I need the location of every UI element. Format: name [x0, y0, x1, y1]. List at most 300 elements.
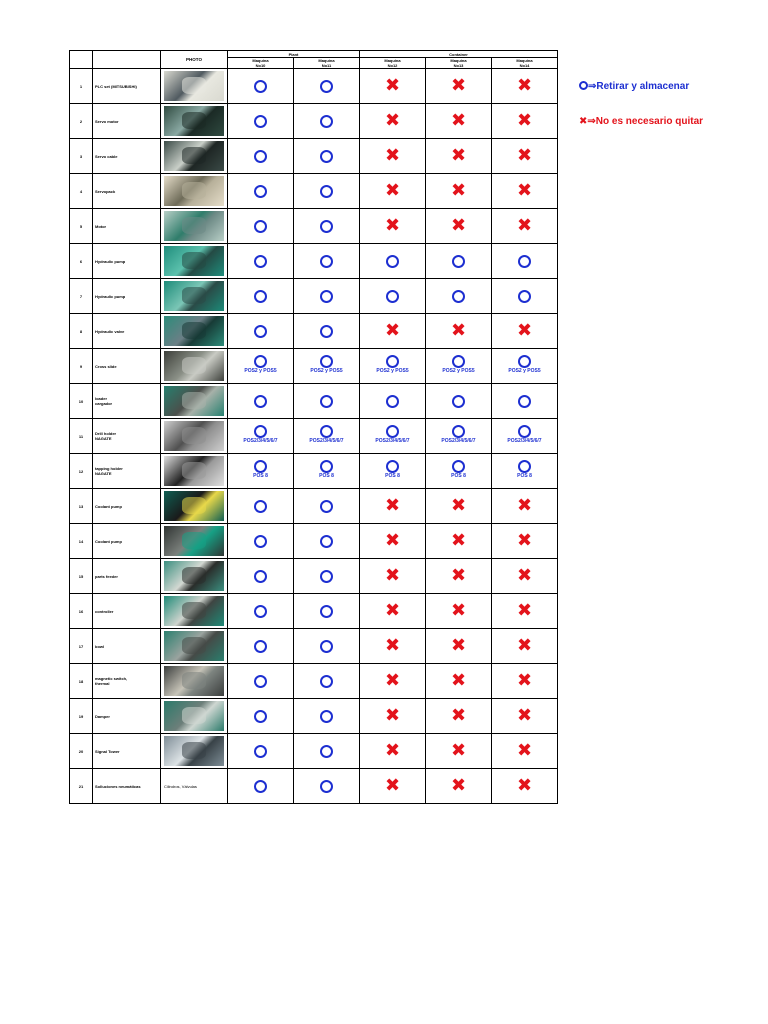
status-cell — [426, 699, 492, 734]
circle-icon — [452, 460, 465, 473]
status-cell — [360, 174, 426, 209]
status-cell — [426, 174, 492, 209]
cross-icon: ✖ — [516, 145, 533, 166]
row-part-name: Hydraulic pump — [93, 279, 161, 314]
status-cell — [228, 139, 294, 174]
row-part-name: Motor — [93, 209, 161, 244]
circle-icon — [320, 395, 333, 408]
photo-detail — [182, 182, 206, 199]
photo-detail — [182, 637, 206, 654]
status-cell — [492, 454, 558, 489]
row-photo-cell — [161, 489, 228, 524]
circle-icon — [320, 675, 333, 688]
row-photo-cell — [161, 734, 228, 769]
table-row — [70, 314, 558, 349]
cross-icon: ✖ — [516, 775, 533, 796]
table-row — [70, 139, 558, 174]
status-cell — [492, 524, 558, 559]
photo-detail — [182, 672, 206, 689]
row-number: 12 — [70, 454, 93, 489]
header-group-container: Container — [360, 51, 558, 58]
status-cell — [426, 69, 492, 104]
legend-keep — [579, 81, 689, 92]
position-note: POS 8 — [319, 473, 334, 479]
circle-icon — [518, 355, 531, 368]
status-cell — [294, 699, 360, 734]
photo-detail — [182, 252, 206, 269]
cross-icon: ✖ — [384, 75, 401, 96]
table-row — [70, 104, 558, 139]
row-photo-cell — [161, 279, 228, 314]
circle-icon — [254, 710, 267, 723]
cross-icon: ✖ — [516, 75, 533, 96]
table-row — [70, 69, 558, 104]
part-photo — [164, 211, 224, 241]
header-machine-2: Maquina No12 — [360, 58, 426, 69]
row-part-name: parts feeder — [93, 559, 161, 594]
circle-icon — [386, 425, 399, 438]
part-photo — [164, 456, 224, 486]
row-photo-cell — [161, 699, 228, 734]
circle-icon — [254, 605, 267, 618]
status-cell — [492, 174, 558, 209]
status-cell — [360, 139, 426, 174]
cross-icon: ✖ — [384, 635, 401, 656]
cross-icon: ✖ — [450, 740, 467, 761]
header-machine-1: Maquina No11 — [294, 58, 360, 69]
status-cell — [228, 734, 294, 769]
row-part-name: Coolant pump — [93, 489, 161, 524]
cross-icon: ✖ — [450, 320, 467, 341]
circle-icon — [254, 745, 267, 758]
table-row — [70, 594, 558, 629]
row-number: 14 — [70, 524, 93, 559]
status-cell — [492, 69, 558, 104]
status-cell — [492, 349, 558, 384]
photo-detail — [182, 357, 206, 374]
row-part-name: Drill holder NAGATE — [93, 419, 161, 454]
photo-detail — [182, 392, 206, 409]
part-photo — [164, 526, 224, 556]
status-cell — [228, 279, 294, 314]
status-cell — [426, 139, 492, 174]
circle-icon — [579, 81, 588, 90]
circle-icon — [254, 355, 267, 368]
position-note: POS2/3/4/5/6/7 — [309, 438, 344, 444]
status-cell — [360, 734, 426, 769]
status-cell — [492, 559, 558, 594]
circle-icon — [254, 780, 267, 793]
row-number: 15 — [70, 559, 93, 594]
cross-icon: ✖ — [516, 565, 533, 586]
status-cell — [426, 244, 492, 279]
circle-icon — [320, 710, 333, 723]
circle-icon — [254, 640, 267, 653]
row-number: 4 — [70, 174, 93, 209]
cross-icon: ✖ — [384, 180, 401, 201]
header-machine-4: Maquina No14 — [492, 58, 558, 69]
row-photo-cell — [161, 454, 228, 489]
status-cell — [492, 734, 558, 769]
cross-icon: ✖ — [384, 740, 401, 761]
row-number: 21 — [70, 769, 93, 804]
circle-icon — [254, 185, 267, 198]
photo-detail — [182, 322, 206, 339]
part-photo — [164, 176, 224, 206]
status-cell — [360, 769, 426, 804]
status-cell — [492, 419, 558, 454]
table-row — [70, 489, 558, 524]
circle-icon — [320, 460, 333, 473]
table-row — [70, 629, 558, 664]
cross-icon: ✖ — [579, 116, 588, 127]
status-cell — [426, 664, 492, 699]
cross-icon: ✖ — [516, 530, 533, 551]
position-note: POS2 y POS5 — [310, 368, 343, 374]
photo-detail — [182, 427, 206, 444]
status-cell — [294, 524, 360, 559]
row-part-name: loader cargador — [93, 384, 161, 419]
status-cell — [228, 419, 294, 454]
circle-icon — [518, 425, 531, 438]
cross-icon: ✖ — [450, 215, 467, 236]
circle-icon — [254, 395, 267, 408]
circle-icon — [254, 150, 267, 163]
cross-icon: ✖ — [516, 635, 533, 656]
photo-detail — [182, 532, 206, 549]
status-cell — [360, 629, 426, 664]
status-cell — [360, 594, 426, 629]
status-cell — [294, 244, 360, 279]
status-cell — [492, 314, 558, 349]
status-cell — [492, 664, 558, 699]
status-cell — [426, 734, 492, 769]
row-part-name: Damper — [93, 699, 161, 734]
circle-icon — [320, 355, 333, 368]
circle-icon — [518, 290, 531, 303]
row-photo-cell — [161, 314, 228, 349]
status-cell — [228, 489, 294, 524]
position-note: POS2 y POS5 — [508, 368, 541, 374]
table-row — [70, 384, 558, 419]
circle-icon — [320, 185, 333, 198]
position-note: POS 8 — [385, 473, 400, 479]
status-cell — [228, 664, 294, 699]
part-photo-text: Cilindros, Válvulas — [164, 783, 197, 789]
position-note: POS 8 — [451, 473, 466, 479]
row-photo-cell — [161, 384, 228, 419]
table-row — [70, 349, 558, 384]
header-photo: PHOTO — [161, 51, 228, 69]
status-cell — [294, 489, 360, 524]
row-part-name: bowl — [93, 629, 161, 664]
status-cell — [360, 454, 426, 489]
row-number: 20 — [70, 734, 93, 769]
legend-keep-text: ⇒Retirar y almacenar — [588, 81, 690, 92]
status-cell — [492, 244, 558, 279]
row-number: 19 — [70, 699, 93, 734]
circle-icon — [320, 745, 333, 758]
circle-icon — [452, 425, 465, 438]
photo-detail — [182, 567, 206, 584]
circle-icon — [320, 780, 333, 793]
circle-icon — [254, 325, 267, 338]
circle-icon — [254, 220, 267, 233]
status-cell — [360, 384, 426, 419]
parts-table — [69, 50, 558, 804]
cross-icon: ✖ — [450, 495, 467, 516]
status-cell — [228, 244, 294, 279]
table-row — [70, 524, 558, 559]
status-cell — [492, 629, 558, 664]
circle-icon — [320, 570, 333, 583]
row-part-name: Coolant pump — [93, 524, 161, 559]
circle-icon — [254, 255, 267, 268]
status-cell — [294, 209, 360, 244]
photo-detail — [182, 707, 206, 724]
row-number: 13 — [70, 489, 93, 524]
status-cell — [294, 384, 360, 419]
cross-icon: ✖ — [516, 670, 533, 691]
part-photo — [164, 666, 224, 696]
status-cell — [360, 244, 426, 279]
circle-icon — [320, 500, 333, 513]
status-cell — [426, 384, 492, 419]
row-part-name: Servopack — [93, 174, 161, 209]
row-number: 7 — [70, 279, 93, 314]
row-photo-cell — [161, 769, 228, 804]
circle-icon — [254, 535, 267, 548]
row-photo-cell — [161, 69, 228, 104]
photo-detail — [182, 77, 206, 94]
part-photo — [164, 491, 224, 521]
table-row — [70, 419, 558, 454]
status-cell — [360, 209, 426, 244]
row-photo-cell — [161, 629, 228, 664]
table-row — [70, 174, 558, 209]
status-cell — [492, 699, 558, 734]
status-cell — [228, 174, 294, 209]
status-cell — [228, 524, 294, 559]
position-note: POS2/3/4/5/6/7 — [375, 438, 410, 444]
status-cell — [426, 524, 492, 559]
row-number: 5 — [70, 209, 93, 244]
status-cell — [426, 629, 492, 664]
status-cell — [426, 314, 492, 349]
table-row — [70, 734, 558, 769]
cross-icon: ✖ — [516, 110, 533, 131]
status-cell — [492, 104, 558, 139]
status-cell — [426, 454, 492, 489]
status-cell — [294, 349, 360, 384]
part-photo — [164, 141, 224, 171]
part-photo — [164, 736, 224, 766]
circle-icon — [320, 80, 333, 93]
status-cell — [294, 594, 360, 629]
status-cell — [294, 104, 360, 139]
status-cell — [228, 629, 294, 664]
circle-icon — [320, 325, 333, 338]
circle-icon — [320, 255, 333, 268]
status-cell — [294, 139, 360, 174]
position-note: POS2/3/4/5/6/7 — [441, 438, 476, 444]
cross-icon: ✖ — [516, 495, 533, 516]
row-number: 6 — [70, 244, 93, 279]
cross-icon: ✖ — [384, 320, 401, 341]
status-cell — [294, 174, 360, 209]
circle-icon — [320, 115, 333, 128]
part-photo — [164, 71, 224, 101]
cross-icon: ✖ — [516, 600, 533, 621]
row-part-name: Cross slide — [93, 349, 161, 384]
status-cell — [294, 454, 360, 489]
row-number: 8 — [70, 314, 93, 349]
part-photo — [164, 631, 224, 661]
cross-icon: ✖ — [450, 110, 467, 131]
cross-icon: ✖ — [516, 740, 533, 761]
row-number: 16 — [70, 594, 93, 629]
part-photo — [164, 351, 224, 381]
table-row — [70, 454, 558, 489]
circle-icon — [320, 640, 333, 653]
circle-icon — [254, 460, 267, 473]
row-part-name: Servo motor — [93, 104, 161, 139]
cross-icon: ✖ — [516, 180, 533, 201]
legend-remove — [579, 116, 703, 127]
status-cell — [360, 664, 426, 699]
row-part-name: Solluciones neumáticas — [93, 769, 161, 804]
row-part-name: tapping holder NAGATE — [93, 454, 161, 489]
table-row — [70, 559, 558, 594]
table-row — [70, 699, 558, 734]
cross-icon: ✖ — [384, 530, 401, 551]
row-number: 18 — [70, 664, 93, 699]
status-cell — [492, 769, 558, 804]
circle-icon — [320, 535, 333, 548]
row-photo-cell — [161, 209, 228, 244]
row-photo-cell — [161, 594, 228, 629]
table-row — [70, 279, 558, 314]
status-cell — [228, 594, 294, 629]
status-cell — [228, 349, 294, 384]
row-number: 3 — [70, 139, 93, 174]
circle-icon — [320, 425, 333, 438]
row-part-name: PLC set (MITSUBISHI) — [93, 69, 161, 104]
circle-icon — [452, 290, 465, 303]
status-cell — [492, 594, 558, 629]
status-cell — [426, 349, 492, 384]
cross-icon: ✖ — [384, 495, 401, 516]
status-cell — [294, 629, 360, 664]
row-photo-cell — [161, 664, 228, 699]
cross-icon: ✖ — [450, 180, 467, 201]
row-photo-cell — [161, 349, 228, 384]
cross-icon: ✖ — [450, 530, 467, 551]
status-cell — [294, 279, 360, 314]
row-photo-cell — [161, 139, 228, 174]
status-cell — [426, 279, 492, 314]
row-number: 9 — [70, 349, 93, 384]
status-cell — [294, 769, 360, 804]
status-cell — [228, 769, 294, 804]
row-number: 10 — [70, 384, 93, 419]
cross-icon: ✖ — [450, 75, 467, 96]
row-number: 17 — [70, 629, 93, 664]
circle-icon — [452, 355, 465, 368]
circle-icon — [518, 460, 531, 473]
status-cell — [360, 699, 426, 734]
table-row — [70, 769, 558, 804]
position-note: POS 8 — [517, 473, 532, 479]
status-cell — [228, 69, 294, 104]
status-cell — [360, 524, 426, 559]
status-cell — [492, 279, 558, 314]
photo-detail — [182, 147, 206, 164]
photo-detail — [182, 112, 206, 129]
part-photo — [164, 561, 224, 591]
status-cell — [294, 314, 360, 349]
position-note: POS2 y POS5 — [244, 368, 277, 374]
circle-icon — [452, 395, 465, 408]
status-cell — [294, 69, 360, 104]
cross-icon: ✖ — [450, 635, 467, 656]
status-cell — [426, 769, 492, 804]
status-cell — [228, 559, 294, 594]
position-note: POS2 y POS5 — [442, 368, 475, 374]
cross-icon: ✖ — [384, 775, 401, 796]
status-cell — [426, 419, 492, 454]
header-machine-0: Maquina No10 — [228, 58, 294, 69]
circle-icon — [386, 460, 399, 473]
cross-icon: ✖ — [384, 600, 401, 621]
cross-icon: ✖ — [384, 565, 401, 586]
header-group-plant: Plant — [228, 51, 360, 58]
photo-detail — [182, 742, 206, 759]
cross-icon: ✖ — [450, 775, 467, 796]
cross-icon: ✖ — [384, 670, 401, 691]
circle-icon — [254, 290, 267, 303]
status-cell — [294, 419, 360, 454]
circle-icon — [254, 570, 267, 583]
position-note: POS 8 — [253, 473, 268, 479]
part-photo — [164, 316, 224, 346]
status-cell — [228, 314, 294, 349]
circle-icon — [386, 255, 399, 268]
circle-icon — [518, 255, 531, 268]
status-cell — [360, 314, 426, 349]
circle-icon — [254, 115, 267, 128]
status-cell — [228, 699, 294, 734]
status-cell — [492, 489, 558, 524]
photo-detail — [182, 602, 206, 619]
status-cell — [426, 209, 492, 244]
circle-icon — [386, 290, 399, 303]
circle-icon — [254, 425, 267, 438]
row-number: 2 — [70, 104, 93, 139]
status-cell — [360, 419, 426, 454]
status-cell — [228, 454, 294, 489]
status-cell — [492, 139, 558, 174]
row-photo-cell — [161, 524, 228, 559]
table-row — [70, 244, 558, 279]
status-cell — [360, 69, 426, 104]
cross-icon: ✖ — [450, 145, 467, 166]
status-cell — [360, 279, 426, 314]
row-photo-cell — [161, 559, 228, 594]
status-cell — [228, 209, 294, 244]
circle-icon — [452, 255, 465, 268]
row-photo-cell — [161, 419, 228, 454]
